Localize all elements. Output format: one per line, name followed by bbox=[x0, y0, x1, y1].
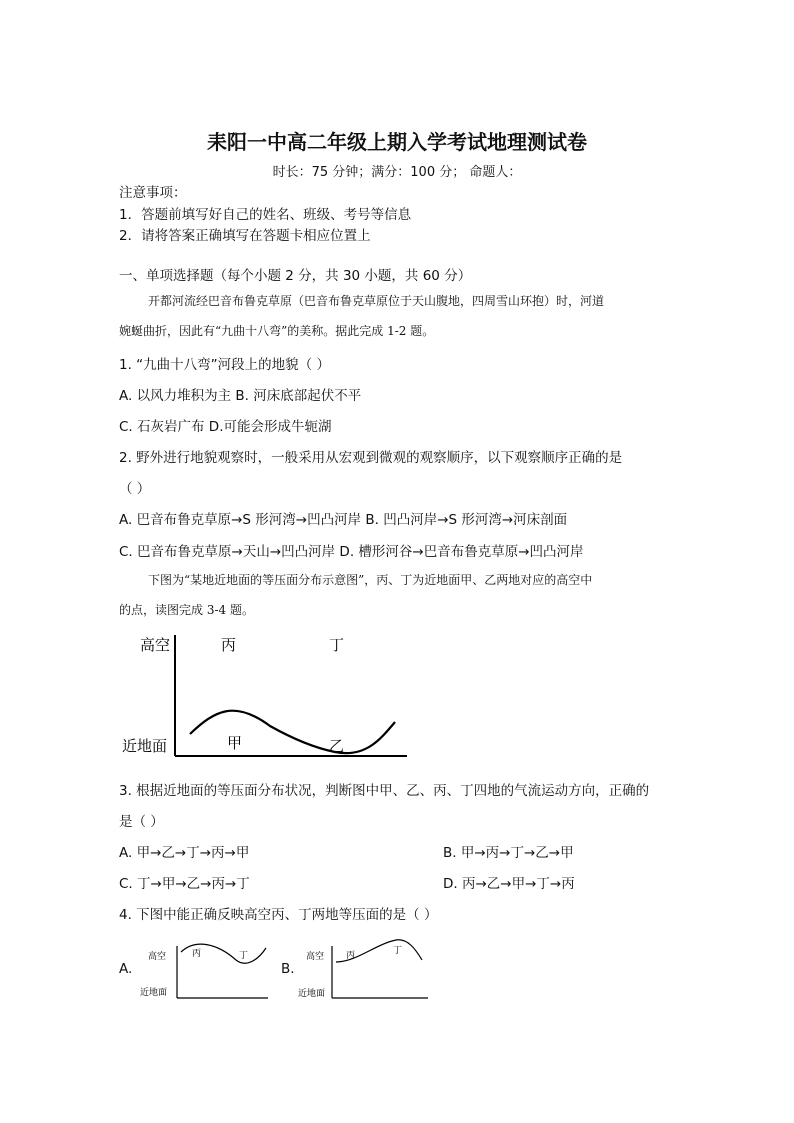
label-lower: 近地面 bbox=[122, 737, 168, 755]
label-upper: 高空 bbox=[140, 636, 171, 654]
question-3-option-b: B. 甲→丙→丁→乙→甲 bbox=[443, 845, 574, 861]
section-heading: 一、单项选择题（每个小题 2 分，共 30 小题，共 60 分） bbox=[119, 268, 472, 284]
option-b-label-upper: 高空 bbox=[306, 952, 325, 962]
question-3-option-c: C. 丁→甲→乙→丙→丁 bbox=[119, 876, 250, 892]
point-jia: 甲 bbox=[227, 734, 243, 752]
question-1-options-ab: A. 以风力堆积为主 B. 河床底部起伏不平 bbox=[119, 388, 362, 404]
option-b-label-lower: 近地面 bbox=[298, 989, 326, 999]
question-4-option-a-letter: A. bbox=[119, 961, 133, 977]
question-2-options-ab: A. 巴音布鲁克草原→S 形河湾→凹凸河岸 B. 凹凸河岸→S 形河湾→河床剖面 bbox=[119, 512, 568, 528]
question-4-stem: 4. 下图中能正确反映高空丙、丁两地等压面的是（ ） bbox=[119, 907, 438, 923]
passage-2-line-1: 下图为“某地近地面的等压面分布示意图”，丙、丁为近地面甲、乙两地对应的高空中 bbox=[148, 573, 593, 587]
question-2-options-cd: C. 巴音布鲁克草原→天山→凹凸河岸 D. 槽形河谷→巴音布鲁克草原→凹凸河岸 bbox=[119, 544, 584, 560]
notice-heading: 注意事项： bbox=[119, 185, 187, 201]
passage-1-line-1: 开都河流经巴音布鲁克草原（巴音布鲁克草原位于天山腹地，四周雪山环抱）时，河道 bbox=[148, 294, 605, 308]
option-b-diagram bbox=[296, 936, 436, 1004]
point-yi: 乙 bbox=[329, 737, 345, 755]
option-a-point-ding: 丁 bbox=[239, 951, 249, 961]
isobar-diagram bbox=[110, 630, 420, 765]
point-bing: 丙 bbox=[221, 636, 237, 654]
question-3-option-d: D. 丙→乙→甲→丁→丙 bbox=[443, 876, 575, 892]
option-b-point-ding: 丁 bbox=[393, 946, 403, 956]
notice-item-2: 2．请将答案正确填写在答题卡相应位置上 bbox=[119, 228, 371, 244]
point-ding: 丁 bbox=[329, 636, 345, 654]
question-3-blank: 是（ ） bbox=[119, 814, 164, 830]
passage-2-line-2: 的点，读图完成 3-4 题。 bbox=[119, 603, 254, 617]
question-1-stem: 1. “九曲十八弯”河段上的地貌（ ） bbox=[119, 357, 330, 373]
option-a-diagram bbox=[136, 938, 276, 1004]
option-a-label-lower: 近地面 bbox=[140, 988, 168, 998]
question-4-option-b-letter: B. bbox=[281, 961, 295, 977]
passage-1-line-2: 婉蜒曲折，因此有“九曲十八弯”的美称。据此完成 1-2 题。 bbox=[119, 324, 435, 338]
option-a-label-upper: 高空 bbox=[148, 952, 167, 962]
exam-meta: 时长：75 分钟；满分：100 分； 命题人： bbox=[272, 165, 522, 180]
question-3-stem: 3. 根据近地面的等压面分布状况，判断图中甲、乙、丙、丁四地的气流运动方向，正确的 bbox=[119, 783, 650, 799]
notice-item-1: 1．答题前填写好自己的姓名、班级、考号等信息 bbox=[119, 207, 412, 223]
question-1-options-cd: C. 石灰岩广布 D.可能会形成牛轭湖 bbox=[119, 419, 332, 435]
page-title: 耒阳一中高二年级上期入学考试地理测试卷 bbox=[207, 130, 587, 154]
question-2-stem: 2. 野外进行地貌观察时，一般采用从宏观到微观的观察顺序，以下观察顺序正确的是 bbox=[119, 450, 623, 466]
question-2-blank: （ ） bbox=[119, 481, 151, 497]
question-3-option-a: A. 甲→乙→丁→丙→甲 bbox=[119, 845, 250, 861]
option-a-point-bing: 丙 bbox=[192, 949, 202, 959]
option-b-point-bing: 丙 bbox=[346, 951, 356, 961]
isobar-curve bbox=[190, 711, 395, 754]
